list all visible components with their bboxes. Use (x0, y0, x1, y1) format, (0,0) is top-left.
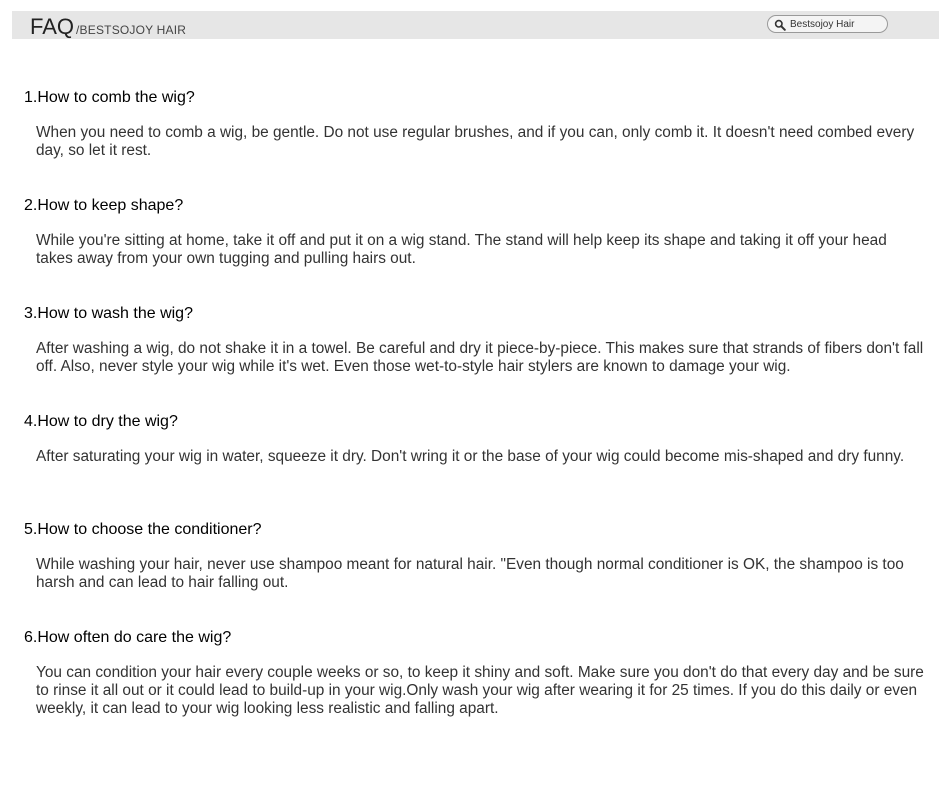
faq-item (24, 88, 924, 196)
faq-item (24, 412, 924, 520)
faq-item (24, 520, 924, 628)
faq-answer: You can condition your hair every couple weeks or so, to keep it shiny and soft. Make sure you don't do that every day and be sure to rinse it all out or it could lead to build-up in your wig.Only wash your wig after wearing it for 25 times. If you do this daily or even weekly, it can lead to your wig looking less realistic and falling apart. (36, 664, 924, 717)
faq-question: 1.How to comb the wig? (24, 89, 195, 106)
faq-answer: After saturating your wig in water, squeeze it dry. Don't wring it or the base of your wig could become mis-shaped and dry funny. (36, 448, 905, 465)
faq-question: 3.How to wash the wig? (24, 305, 193, 322)
faq-item (24, 628, 924, 736)
faq-answer: While you're sitting at home, take it off and put it on a wig stand. The stand will help keep its shape and taking it off your head takes away from your own tugging and pulling hairs out. (36, 232, 887, 267)
search-text: Bestsojoy Hair (790, 18, 855, 30)
header-bar (12, 11, 939, 39)
search-icon (774, 18, 786, 30)
page-title: FAQ (30, 14, 75, 39)
faq-question: 4.How to dry the wig? (24, 413, 178, 430)
faq-question: 5.How to choose the conditioner? (24, 521, 262, 538)
faq-question: 6.How often do care the wig? (24, 629, 232, 646)
page-subtitle: /BESTSOJOY HAIR (76, 23, 187, 37)
faq-item (24, 196, 924, 304)
faq-answer: After washing a wig, do not shake it in a towel. Be careful and dry it piece-by-piece. This makes sure that strands of fibers don't fall off. Also, never style your wig while it's wet. Even those wet-to-style hair stylers are known to damage your wig. (36, 340, 924, 375)
faq-question: 2.How to keep shape? (24, 197, 184, 214)
faq-answer: While washing your hair, never use shampoo meant for natural hair. "Even though normal conditioner is OK, the shampoo is too harsh and can lead to hair falling out. (36, 556, 904, 591)
faq-answer: When you need to comb a wig, be gentle. Do not use regular brushes, and if you can, only comb it. It doesn't need combed every day, so let it rest. (36, 124, 915, 159)
faq-list (24, 88, 924, 736)
faq-item (24, 304, 924, 412)
search-input[interactable] (767, 15, 888, 33)
brand (30, 14, 186, 40)
